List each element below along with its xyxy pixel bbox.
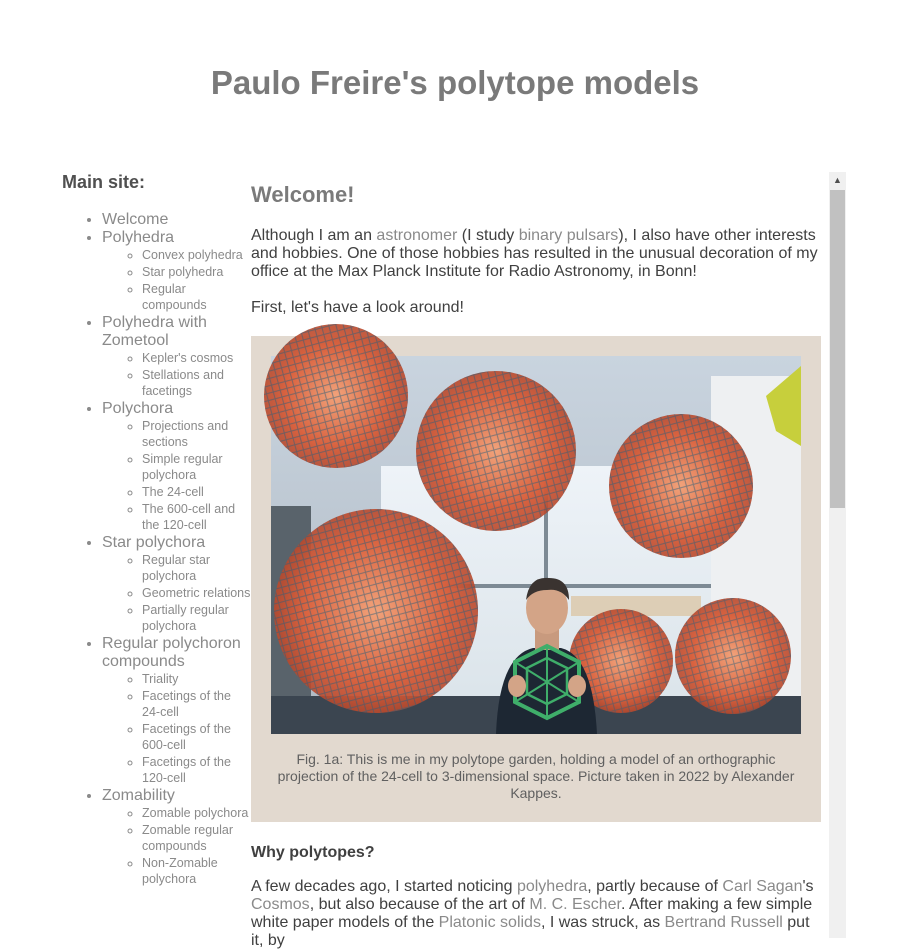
scroll-up-arrow-icon[interactable]: ▲ xyxy=(829,172,846,189)
text: A few decades ago, I started noticing xyxy=(251,878,517,895)
sub-list xyxy=(102,247,252,313)
sidebar-heading: Main site: xyxy=(62,172,146,192)
nav-link[interactable]: Welcome xyxy=(102,211,169,228)
sub-list xyxy=(102,350,252,399)
sub-item[interactable]: ◦ Star polyhedra xyxy=(142,264,252,280)
intro-paragraph xyxy=(251,227,821,281)
why-paragraph xyxy=(251,878,821,950)
cosmos-link[interactable]: Cosmos xyxy=(251,896,310,913)
figure-box xyxy=(251,336,821,822)
sub-item[interactable]: ◦ Regular compounds xyxy=(142,281,252,313)
sub-item[interactable]: ◦ Non-Zomable polychora xyxy=(142,855,252,887)
sub-item[interactable]: ◦ Zomable polychora xyxy=(142,805,252,821)
carl-sagan-link[interactable]: Carl Sagan xyxy=(722,878,803,895)
look-around-text: First, let's have a look around! xyxy=(251,299,464,316)
sub-item[interactable]: ◦ Triality xyxy=(142,671,252,687)
nav-item-compounds[interactable] xyxy=(102,635,252,786)
platonic-solids-link[interactable]: Platonic solids xyxy=(438,914,541,931)
sub-item[interactable]: ◦ Facetings of the 600-cell xyxy=(142,721,252,753)
bertrand-russell-link[interactable]: Bertrand Russell xyxy=(664,914,783,931)
why-polytopes-heading: Why polytopes? xyxy=(251,844,375,861)
text: put it, by xyxy=(251,914,810,949)
figure-caption: Fig. 1a: This is me in my polytope garden, holding a model of an orthographic projection of the 24-cell to 3-dimensional space. Picture taken in 2022 by Alexander Kappes. xyxy=(277,751,795,801)
nav-link[interactable]: Polyhedra xyxy=(102,229,175,246)
sub-list xyxy=(102,418,252,533)
nav-item-star-polychora[interactable] xyxy=(102,534,252,634)
sub-item[interactable]: ◦ Convex polyhedra xyxy=(142,247,252,263)
nav-item-zometool[interactable] xyxy=(102,314,252,399)
sub-item[interactable]: ◦ The 600-cell and the 120-cell xyxy=(142,501,252,533)
sidebar-nav xyxy=(62,172,252,888)
nav-link[interactable]: Polyhedra with Zometool xyxy=(102,314,207,349)
sub-item[interactable]: ◦ The 24-cell xyxy=(142,484,252,500)
sub-item[interactable]: ◦ Facetings of the 120-cell xyxy=(142,754,252,786)
sub-item[interactable]: ◦ Regular star polychora xyxy=(142,552,252,584)
main-content xyxy=(251,172,821,949)
polyhedra-link[interactable]: polyhedra xyxy=(516,878,588,895)
text: , partly because of xyxy=(587,878,723,895)
text: Although I am an xyxy=(251,227,377,244)
nav-link[interactable]: Zomability xyxy=(102,787,175,804)
text: , but also because of the art of xyxy=(309,896,530,913)
sub-item[interactable]: ◦ Stellations and facetings xyxy=(142,367,252,399)
text: 's xyxy=(802,878,814,895)
nav-link[interactable]: Regular polychoron compounds xyxy=(102,635,241,670)
sub-item[interactable]: ◦ Kepler's cosmos xyxy=(142,350,252,366)
scrollbar-thumb[interactable] xyxy=(830,190,845,508)
nav-item-polychora[interactable] xyxy=(102,400,252,533)
nav-item-polyhedra[interactable] xyxy=(102,229,252,313)
text: (I study xyxy=(457,227,519,244)
content-scrollbar[interactable] xyxy=(829,172,846,938)
nav-item-welcome[interactable] xyxy=(102,211,252,229)
nav-link[interactable]: Polychora xyxy=(102,400,174,417)
text: . After making a few simple white paper models of the xyxy=(251,896,813,931)
site-title: Paulo Freire's polytope models xyxy=(210,64,700,101)
nav-list xyxy=(62,211,252,887)
text: ), I also have other interests and hobbies. One of those hobbies has resulted in the unusual decoration of my office at the Max Planck Institute for Radio Astronomy, in Bonn! xyxy=(251,227,818,280)
sub-item[interactable]: ◦ Partially regular polychora xyxy=(142,602,252,634)
escher-link[interactable]: M. C. Escher xyxy=(529,896,621,913)
binary-pulsars-link[interactable]: binary pulsars xyxy=(518,227,619,244)
sub-list xyxy=(102,671,252,786)
sub-item[interactable]: ◦ Facetings of the 24-cell xyxy=(142,688,252,720)
nav-item-zomability[interactable] xyxy=(102,787,252,887)
nav-link[interactable]: Star polychora xyxy=(102,534,206,551)
sub-item[interactable]: ◦ Simple regular polychora xyxy=(142,451,252,483)
sub-item[interactable]: ◦ Projections and sections xyxy=(142,418,252,450)
polytope-garden-photo xyxy=(271,356,801,734)
sub-list xyxy=(102,552,252,634)
sub-item[interactable]: ◦ Geometric relations xyxy=(142,585,252,601)
page-heading: Welcome! xyxy=(251,182,355,207)
text: , I was struck, as xyxy=(540,914,665,931)
astronomer-link[interactable]: astronomer xyxy=(376,227,458,244)
sub-item[interactable]: ◦ Zomable regular compounds xyxy=(142,822,252,854)
sub-list xyxy=(102,805,252,887)
